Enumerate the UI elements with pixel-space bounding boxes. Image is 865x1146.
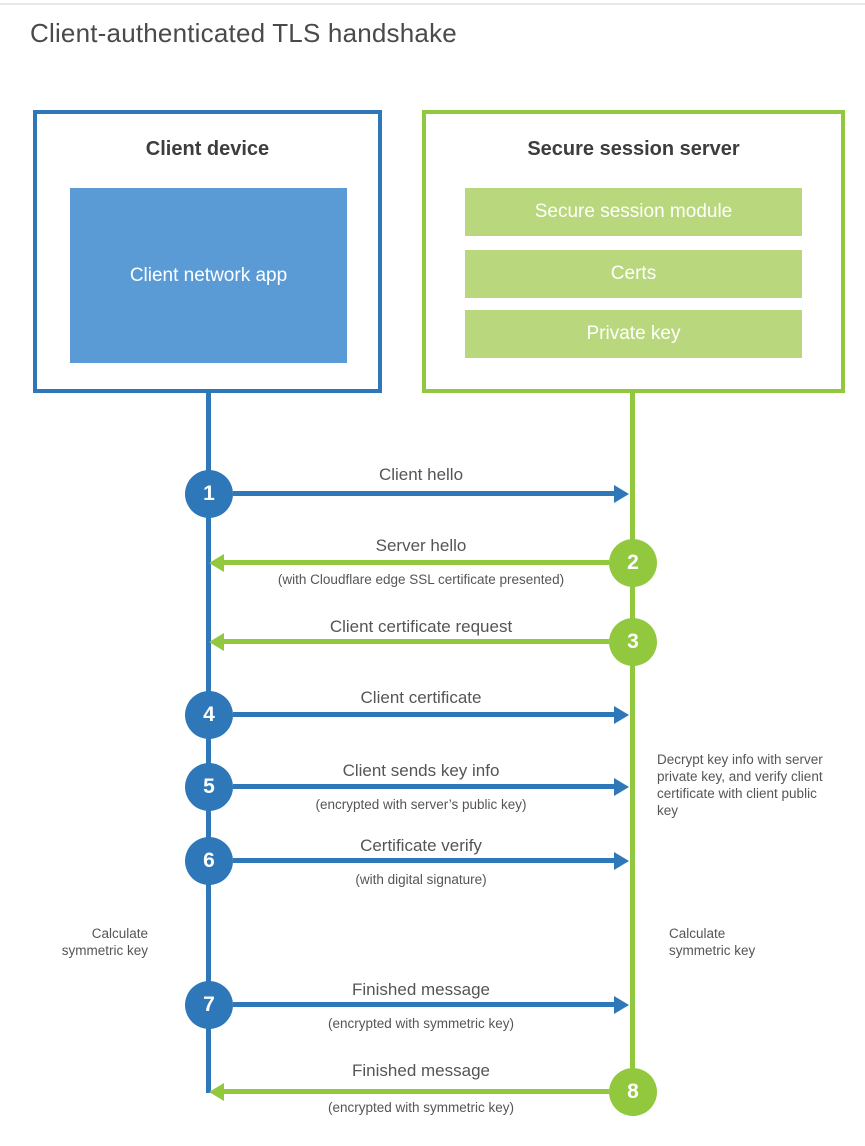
step-6-sublabel: (with digital signature): [355, 872, 487, 887]
secure-session-server-box: [422, 110, 845, 393]
step-2-circle: [609, 539, 657, 587]
step-2-arrow: [224, 560, 609, 565]
secure-session-server-title: Secure session server: [527, 138, 740, 160]
page-top-divider: [0, 3, 865, 5]
calculate-symmetric-key-note-left: Calculate symmetric key: [61, 926, 148, 958]
step-6-arrow: [233, 858, 614, 863]
step-8-label: Finished message: [352, 1061, 490, 1080]
step-7-label: Finished message: [352, 980, 490, 999]
step-5-number: 5: [203, 775, 215, 798]
step-4-number: 4: [203, 703, 215, 726]
client-device-box: [33, 110, 382, 393]
step-3-circle: [609, 618, 657, 666]
server-module-certs: Certs: [465, 250, 802, 298]
step-3-arrow: [224, 639, 609, 644]
step-5-arrow: [233, 784, 614, 789]
step-8-sublabel: (encrypted with symmetric key): [327, 1100, 515, 1115]
calculate-symmetric-key-note-right: Calculate symmetric key: [669, 926, 756, 958]
step-4-arrow: [233, 712, 614, 717]
server-lifeline: [630, 393, 635, 1092]
step-7-arrow: [233, 1002, 614, 1007]
server-module-secure-session: Secure session module: [465, 188, 802, 236]
step-3-label: Client certificate request: [329, 617, 513, 636]
step-8-arrow: [224, 1089, 609, 1094]
step-8-number: 8: [627, 1080, 639, 1103]
step-3-number: 3: [627, 630, 639, 653]
step-6-label: Certificate verify: [360, 836, 482, 855]
step-2-label: Server hello: [375, 536, 467, 555]
step-5-circle: [185, 763, 233, 811]
step-6-number: 6: [203, 849, 215, 872]
step-2-sublabel: (with Cloudflare edge SSL certificate presented): [277, 572, 565, 587]
step-7-circle: [185, 981, 233, 1029]
server-module-private-key: Private key: [465, 310, 802, 358]
page-title: Client-authenticated TLS handshake: [30, 18, 457, 48]
step-7-number: 7: [203, 993, 215, 1016]
step-7-sublabel: (encrypted with symmetric key): [327, 1016, 515, 1031]
step-5-label: Client sends key info: [342, 761, 500, 780]
step-1-label: Client hello: [378, 465, 464, 484]
decrypt-key-note: Decrypt key info with server private key, and verify client certificate with client public key: [657, 752, 823, 818]
step-6-circle: [185, 837, 233, 885]
step-1-circle: [185, 470, 233, 518]
step-2-number: 2: [627, 551, 639, 574]
step-5-sublabel: (encrypted with server’s public key): [315, 797, 527, 812]
client-network-app-box: Client network app: [70, 188, 347, 363]
client-device-title: Client device: [145, 138, 270, 160]
step-4-circle: [185, 691, 233, 739]
step-4-label: Client certificate: [360, 688, 482, 707]
step-8-circle: [609, 1068, 657, 1116]
step-1-arrow: [233, 491, 614, 496]
step-1-number: 1: [203, 482, 215, 505]
